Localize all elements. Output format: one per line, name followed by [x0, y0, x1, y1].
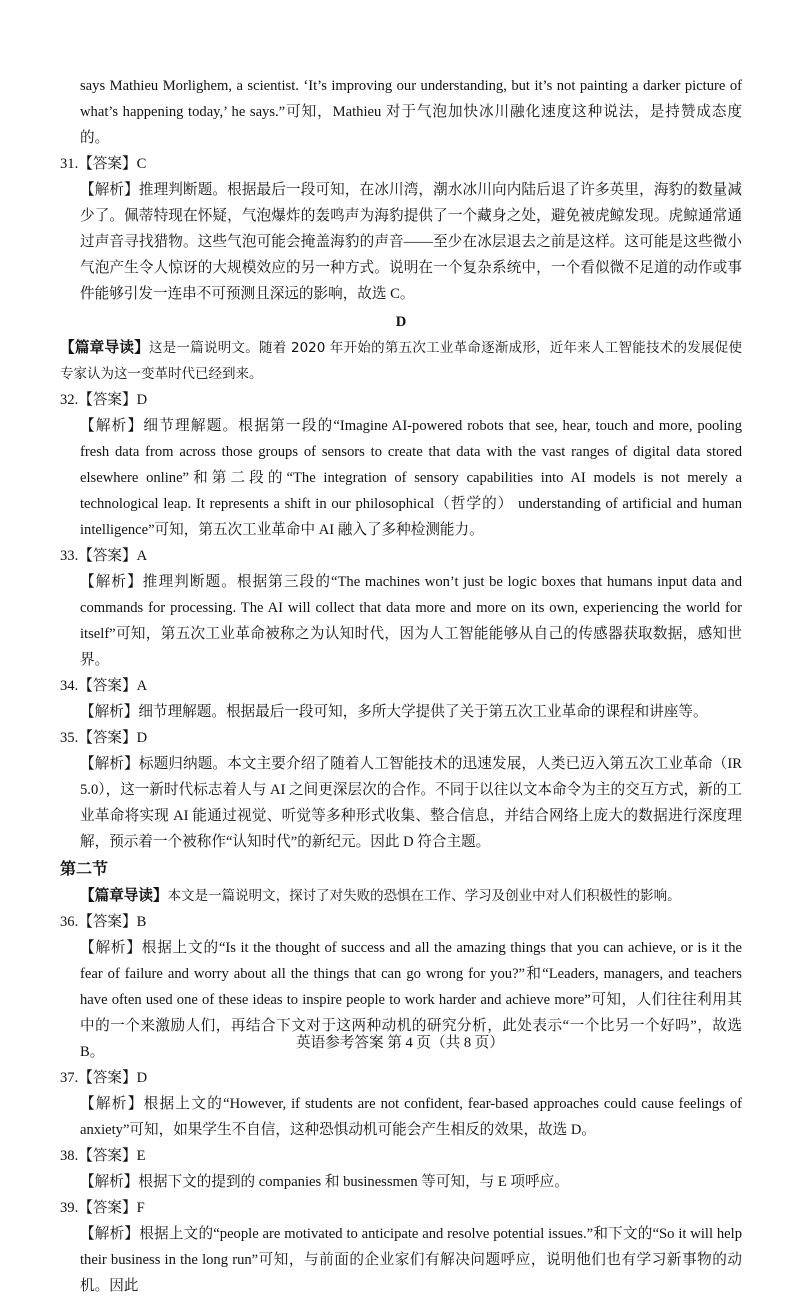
section-d-guide-label: 【篇章导读】: [60, 340, 150, 356]
intro-paragraph: says Mathieu Morlighem, a scientist. ‘It’s improving our understanding, but it’s not painting a darker picture of what’s happening today,’ he says.”可知，Mathieu 对于气泡加快冰川融化速度这种说法，是持赞成态度的。: [80, 78, 742, 146]
part2-guide-text: 本文是一篇说明文，探讨了对失败的恐惧在工作、学习及创业中对人们积极性的影响。: [167, 888, 681, 904]
q33-answer: 33.【答案】A: [60, 548, 148, 564]
section-d-title: D: [395, 314, 407, 330]
section-d-guide: [60, 335, 742, 387]
part2-title: 第二节: [60, 861, 109, 878]
q36-analysis: 【解析】根据上文的“Is it the thought of success and all the amazing things that you can achieve, or is it the fear of failure and worry about all the things that can go wrong for you?”和“Leaders, managers, and teachers have often used one of these ideas to inspire people to work harder and achieve more”可知，人们往往利用其中的一个来激励人们，再结合下文对于这两种动机的研究分析，此处表示“一个比另一个好吗”，故选 B。: [80, 940, 742, 1060]
q32-analysis: 【解析】细节理解题。根据第一段的“Imagine AI-powered robots that see, hear, touch and more, pooling fresh data from across those groups of sensors to create that data with the vast ranges of digital data stored elsewhere online”和第二段的“The integration of sensory capabilities into AI models is not merely a technological leap. It represents a shift in our philosophical（哲学的） understanding of artificial and human intelligence”可知，第五次工业革命中 AI 融入了多种检测能力。: [80, 418, 742, 538]
q39-answer: 39.【答案】F: [60, 1200, 145, 1216]
q36-answer: 36.【答案】B: [60, 914, 147, 930]
q33-analysis: 【解析】推理判断题。根据第三段的“The machines won’t just be logic boxes that humans input data and commands for processing. The AI will collect that data more and more on its own, experiencing the world for itself”可知，第五次工业革命被称之为认知时代，因为人工智能能够从自己的传感器获取数据，感知世界。: [80, 574, 742, 668]
q32-answer: 32.【答案】D: [60, 392, 148, 408]
q38-answer: 38.【答案】E: [60, 1148, 146, 1164]
q31-analysis: 【解析】推理判断题。根据最后一段可知，在冰川湾，潮水冰川向内陆后退了许多英里，海豹的数量减少了。佩蒂特现在怀疑，气泡爆炸的轰鸣声为海豹提供了一个藏身之处，避免被虎鲸发现。虎鲸通常通过声音寻找猎物。这些气泡可能会掩盖海豹的声音——至少在冰层退去之前是这样。这可能是这些微小气泡产生令人惊讶的大规模效应的另一种方式。说明在一个复杂系统中，一个看似微不足道的动作或事件能够引发一连串不可预测且深远的影响，故选 C。: [80, 182, 742, 302]
q39-analysis: 【解析】根据上文的“people are motivated to anticipate and resolve potential issues.”和下文的“So it will help their business in the long run”可知，与前面的企业家们有解决问题呼应，说明他们也有学习新事物的动机。因此: [80, 1226, 742, 1294]
q38-analysis: 【解析】根据下文的提到的 companies 和 businessmen 等可知，与 E 项呼应。: [80, 1174, 569, 1190]
q34-analysis: 【解析】细节理解题。根据最后一段可知，多所大学提供了关于第五次工业革命的课程和讲座等。: [80, 704, 708, 720]
part2-guide: [60, 883, 742, 909]
q34-answer: 34.【答案】A: [60, 678, 148, 694]
q35-answer: 35.【答案】D: [60, 730, 148, 746]
q35-analysis: 【解析】标题归纳题。本文主要介绍了随着人工智能技术的迅速发展，人类已迈入第五次工业革命（IR 5.0），这一新时代标志着人与 AI 之间更深层次的合作。不同于以往以文本命令为主的交互方式，新的工业革命将实现 AI 能通过视觉、听觉等多种形式收集、整合信息，并结合网络上庞大的数据进行深度理解，预示着一个被称作“认知时代”的新纪元。因此 D 符合主题。: [80, 756, 742, 850]
page-footer: 英语参考答案 第 4 页（共 8 页）: [296, 1035, 504, 1051]
q37-analysis: 【解析】根据上文的“However, if students are not confident, fear-based approaches could cause feelings of anxiety”可知，如果学生不自信，这种恐惧动机可能会产生相反的效果，故选 D。: [80, 1096, 742, 1138]
q37-answer: 37.【答案】D: [60, 1070, 148, 1086]
page-content: [60, 73, 742, 1299]
part2-guide-label: 【篇章导读】: [80, 888, 168, 904]
q31-answer: 31.【答案】C: [60, 156, 147, 172]
section-d-guide-text: 这是一篇说明文。随着 2020 年开始的第五次工业革命逐渐成形，近年来人工智能技术的发展促使专家认为这一变革时代已经到来。: [60, 340, 742, 382]
